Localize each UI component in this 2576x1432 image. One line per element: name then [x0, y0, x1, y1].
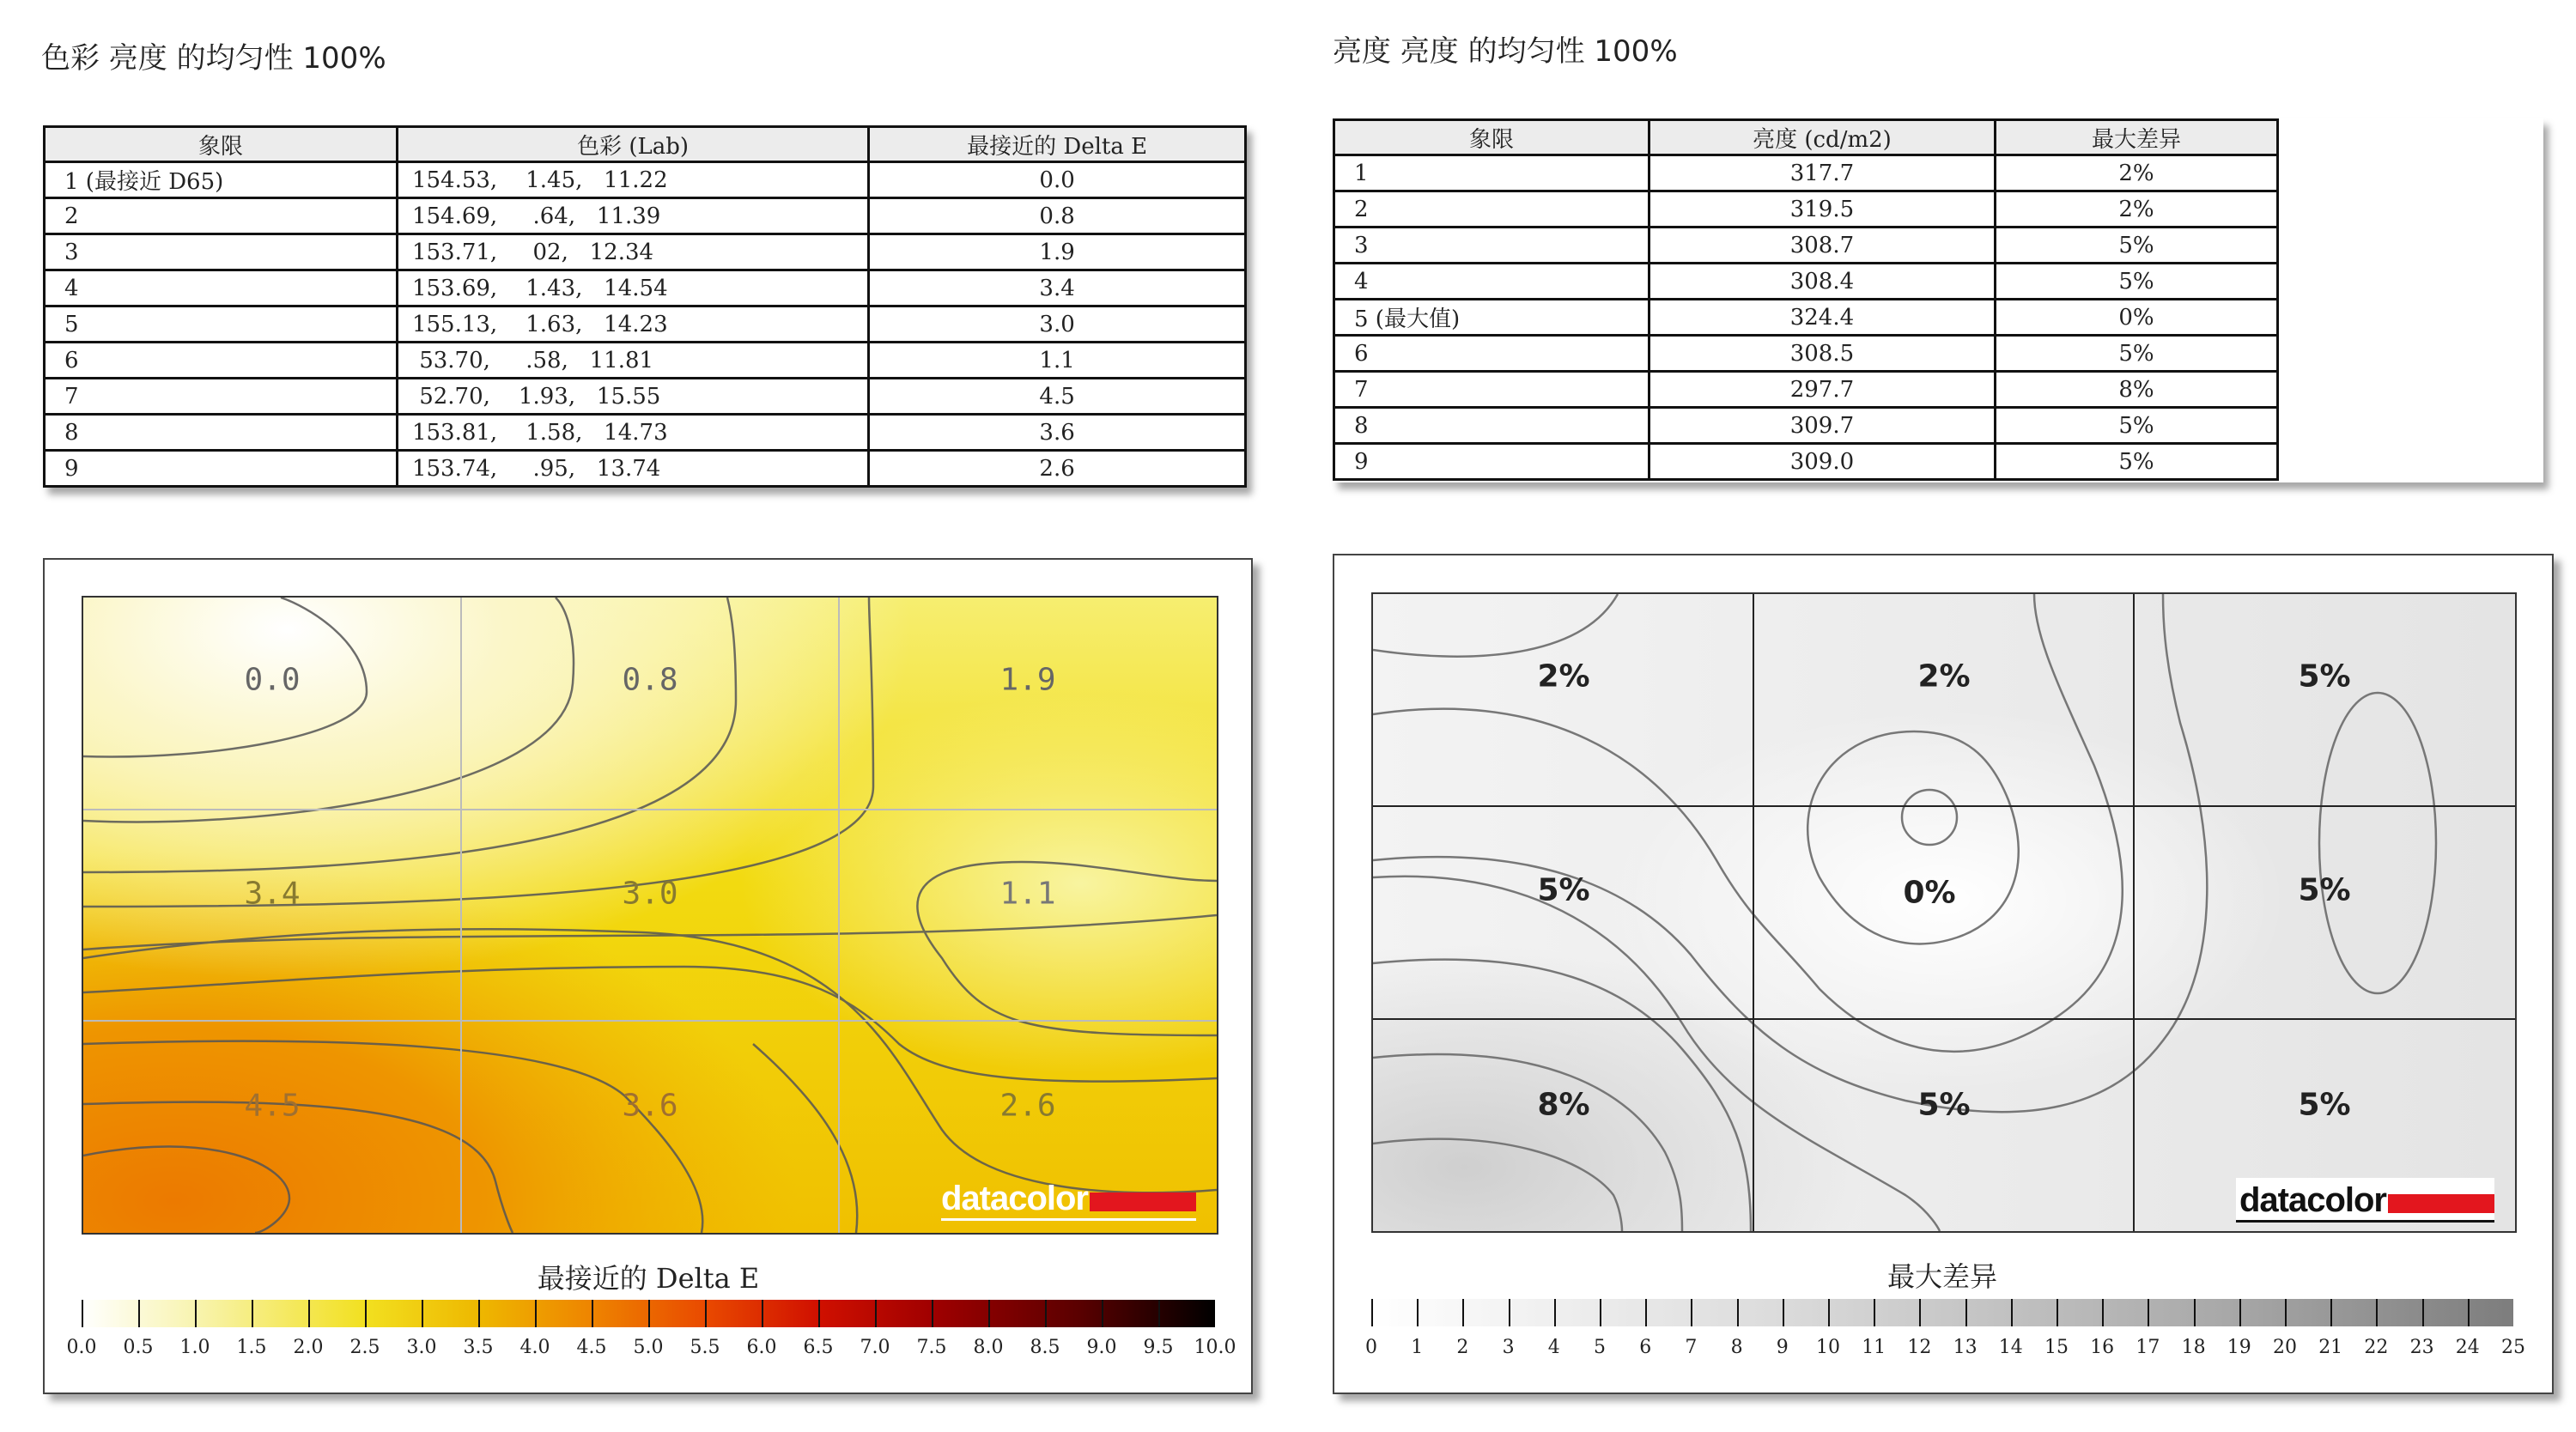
delta-e-chart-card — [43, 558, 1253, 1394]
cell-value-6: 5% — [2298, 872, 2351, 908]
cell-q: 1 (最接近 D65) — [45, 162, 398, 198]
colorbar-segment — [1102, 1300, 1158, 1327]
datacolor-logo — [941, 1180, 1196, 1221]
cell-diff: 8% — [1995, 372, 2277, 408]
cell-diff: 2% — [1995, 155, 2277, 191]
table-row — [1334, 444, 2278, 480]
colorbar-segment — [648, 1300, 705, 1327]
cell-lum: 317.7 — [1649, 155, 1995, 191]
colorbar-segment — [2468, 1299, 2513, 1326]
colorbar-tick-label: 9.5 — [1143, 1337, 1174, 1358]
cell-q: 2 — [45, 198, 398, 234]
table-row — [45, 234, 1246, 270]
cell-value-1: 2% — [1537, 658, 1590, 695]
colorbar-segment — [2376, 1299, 2421, 1326]
delta-e-colorbar — [82, 1300, 1215, 1327]
colorbar-segment — [2194, 1299, 2239, 1326]
cell-q: 5 (最大值) — [1334, 300, 1649, 336]
cell-de: 0.0 — [869, 162, 1246, 198]
cell-diff: 2% — [1995, 191, 2277, 228]
cell-value-3: 1.9 — [999, 662, 1056, 698]
cell-q: 4 — [45, 270, 398, 306]
colorbar-segment — [1045, 1300, 1102, 1327]
colorbar-tick-label: 8.5 — [1030, 1337, 1060, 1358]
colorbar-tick-label: 8 — [1730, 1337, 1743, 1358]
colorbar-segment — [2148, 1299, 2193, 1326]
table-row — [45, 451, 1246, 487]
cell-lum: 309.0 — [1649, 444, 1995, 480]
colorbar-segment — [1158, 1300, 1215, 1327]
table-row — [1334, 264, 2278, 300]
col-header-delta-e: 最接近的 Delta E — [869, 127, 1246, 162]
datacolor-logo — [2236, 1178, 2494, 1223]
colorbar-segment — [1509, 1299, 1554, 1326]
cell-lum: 319.5 — [1649, 191, 1995, 228]
colorbar-segment — [818, 1300, 875, 1327]
colorbar-segment — [138, 1300, 195, 1327]
colorbar-segment — [1965, 1299, 2011, 1326]
cell-value-3: 5% — [2298, 658, 2351, 695]
colorbar-segment — [2422, 1299, 2468, 1326]
colorbar-segment — [705, 1300, 762, 1327]
colorbar-segment — [1371, 1299, 1417, 1326]
delta-e-legend-title: 最接近的 Delta E — [537, 1262, 760, 1295]
cell-diff: 5% — [1995, 444, 2277, 480]
col-header-max-diff: 最大差异 — [1995, 120, 2277, 155]
table-row — [45, 306, 1246, 343]
cell-value-4: 5% — [1537, 872, 1590, 908]
colorbar-segment — [875, 1300, 932, 1327]
colorbar-tick-label: 18 — [2181, 1337, 2206, 1358]
cell-value-8: 5% — [1917, 1087, 1971, 1123]
colorbar-tick-label: 2 — [1456, 1337, 1469, 1358]
cell-lum: 324.4 — [1649, 300, 1995, 336]
colorbar-tick-label: 8.0 — [973, 1337, 1004, 1358]
logo-red-bar — [2388, 1194, 2494, 1213]
colorbar-tick-label: 2.5 — [349, 1337, 380, 1358]
delta-e-colorbar-ticks — [66, 1337, 1236, 1359]
col-header-lab: 色彩 (Lab) — [397, 127, 868, 162]
logo-text: datacolor — [2239, 1181, 2386, 1219]
table-row — [45, 270, 1246, 306]
cell-q: 8 — [1334, 408, 1649, 444]
cell-lab: 52.70, 1.93, 15.55 — [397, 379, 868, 415]
cell-de: 1.9 — [869, 234, 1246, 270]
cell-lab: 153.71, 02, 12.34 — [397, 234, 868, 270]
cell-q: 6 — [45, 343, 398, 379]
colorbar-tick-label: 12 — [1907, 1337, 1932, 1358]
cell-lab: 53.70, .58, 11.81 — [397, 343, 868, 379]
cell-q: 2 — [1334, 191, 1649, 228]
cell-q: 1 — [1334, 155, 1649, 191]
colorbar-segment — [1691, 1299, 1736, 1326]
cell-q: 3 — [45, 234, 398, 270]
colorbar-tick-label: 7.5 — [916, 1337, 947, 1358]
colorbar-segment — [478, 1300, 535, 1327]
colorbar-segment — [535, 1300, 592, 1327]
colorbar-segment — [308, 1300, 365, 1327]
colorbar-tick-label: 0.0 — [66, 1337, 97, 1358]
col-header-quadrant: 象限 — [1334, 120, 1649, 155]
colorbar-tick-label: 3.0 — [406, 1337, 437, 1358]
cell-de: 4.5 — [869, 379, 1246, 415]
cell-lum: 309.7 — [1649, 408, 1995, 444]
colorbar-segment — [1417, 1299, 1462, 1326]
cell-q: 3 — [1334, 228, 1649, 264]
cell-lab: 153.81, 1.58, 14.73 — [397, 415, 868, 451]
colorbar-segment — [1600, 1299, 1645, 1326]
table-row — [45, 379, 1246, 415]
max-diff-legend-title: 最大差异 — [1886, 1260, 1998, 1293]
cell-lab: 153.74, .95, 13.74 — [397, 451, 868, 487]
cell-de: 1.1 — [869, 343, 1246, 379]
colorbar-tick-label: 0.5 — [123, 1337, 154, 1358]
colorbar-tick-label: 0 — [1365, 1337, 1377, 1358]
cell-q: 5 — [45, 306, 398, 343]
colorbar-tick-label: 1 — [1411, 1337, 1424, 1358]
colorbar-tick-label: 10 — [1816, 1337, 1840, 1358]
cell-lum: 308.5 — [1649, 336, 1995, 372]
colorbar-tick-label: 24 — [2455, 1337, 2480, 1358]
cell-value-2: 2% — [1917, 658, 1971, 695]
luminance-uniformity-table — [1333, 118, 2279, 481]
colorbar-segment — [1462, 1299, 1508, 1326]
cell-diff: 5% — [1995, 228, 2277, 264]
max-diff-chart-card — [1333, 554, 2554, 1394]
cell-lab: 154.69, .64, 11.39 — [397, 198, 868, 234]
colorbar-segment — [2057, 1299, 2102, 1326]
colorbar-segment — [2330, 1299, 2376, 1326]
colorbar-segment — [932, 1300, 988, 1327]
colorbar-segment — [2285, 1299, 2330, 1326]
cell-value-4: 3.4 — [244, 876, 301, 912]
table-row — [1334, 372, 2278, 408]
colorbar-tick-label: 6.0 — [746, 1337, 777, 1358]
colorbar-tick-label: 10.0 — [1194, 1337, 1236, 1358]
cell-de: 3.0 — [869, 306, 1246, 343]
cell-de: 0.8 — [869, 198, 1246, 234]
cell-q: 4 — [1334, 264, 1649, 300]
colorbar-tick-label: 3.5 — [463, 1337, 494, 1358]
colorbar-segment — [1874, 1299, 1919, 1326]
colorbar-segment — [1828, 1299, 1874, 1326]
cell-q: 8 — [45, 415, 398, 451]
colorbar-tick-label: 14 — [1998, 1337, 2023, 1358]
colorbar-tick-label: 4.0 — [519, 1337, 550, 1358]
cell-value-9: 2.6 — [999, 1088, 1056, 1124]
colorbar-tick-label: 16 — [2090, 1337, 2115, 1358]
cell-diff: 5% — [1995, 264, 2277, 300]
cell-q: 7 — [45, 379, 398, 415]
colorbar-tick-label: 5 — [1594, 1337, 1606, 1358]
cell-value-5: 0% — [1903, 875, 1956, 911]
cell-q: 9 — [1334, 444, 1649, 480]
colorbar-tick-label: 1.5 — [236, 1337, 267, 1358]
colorbar-tick-label: 9.0 — [1086, 1337, 1117, 1358]
cell-lab: 153.69, 1.43, 14.54 — [397, 270, 868, 306]
colorbar-segment — [1645, 1299, 1691, 1326]
cell-lab: 154.53, 1.45, 11.22 — [397, 162, 868, 198]
cell-value-2: 0.8 — [622, 662, 678, 698]
cell-de: 3.6 — [869, 415, 1246, 451]
table-row — [1334, 336, 2278, 372]
colorbar-segment — [2102, 1299, 2148, 1326]
cell-value-5: 3.0 — [622, 876, 678, 912]
colorbar-tick-label: 3 — [1502, 1337, 1515, 1358]
colorbar-tick-label: 4 — [1547, 1337, 1560, 1358]
cell-value-8: 3.6 — [622, 1088, 678, 1124]
colorbar-tick-label: 13 — [1953, 1337, 1978, 1358]
colorbar-tick-label: 9 — [1776, 1337, 1789, 1358]
colorbar-tick-label: 5.5 — [690, 1337, 720, 1358]
table-row — [45, 343, 1246, 379]
colorbar-segment — [762, 1300, 818, 1327]
colorbar-tick-label: 7.0 — [860, 1337, 890, 1358]
colorbar-tick-label: 20 — [2273, 1337, 2297, 1358]
colorbar-segment — [195, 1300, 252, 1327]
colorbar-tick-label: 4.5 — [576, 1337, 607, 1358]
max-diff-contour-plot — [1371, 592, 2517, 1233]
delta-e-contour-plot — [82, 596, 1218, 1235]
cell-lum: 297.7 — [1649, 372, 1995, 408]
color-uniformity-table — [43, 125, 1247, 488]
color-uniformity-title: 色彩 亮度 的均匀性 100% — [41, 41, 386, 76]
cell-diff: 5% — [1995, 408, 2277, 444]
table-row — [1334, 155, 2278, 191]
colorbar-tick-label: 1.0 — [179, 1337, 210, 1358]
colorbar-tick-label: 17 — [2136, 1337, 2160, 1358]
table-row — [1334, 300, 2278, 336]
table-row — [1334, 228, 2278, 264]
cell-de: 3.4 — [869, 270, 1246, 306]
colorbar-segment — [82, 1300, 138, 1327]
colorbar-segment — [1554, 1299, 1600, 1326]
table-row — [1334, 191, 2278, 228]
cell-value-7: 4.5 — [244, 1088, 301, 1124]
logo-red-bar — [1090, 1192, 1196, 1211]
colorbar-tick-label: 11 — [1862, 1337, 1886, 1358]
colorbar-segment — [1737, 1299, 1783, 1326]
colorbar-segment — [988, 1300, 1045, 1327]
colorbar-segment — [252, 1300, 308, 1327]
max-diff-colorbar — [1371, 1299, 2513, 1326]
logo-text: datacolor — [940, 1180, 1088, 1217]
colorbar-tick-label: 2.0 — [293, 1337, 324, 1358]
colorbar-tick-label: 19 — [2227, 1337, 2251, 1358]
cell-value-6: 1.1 — [999, 876, 1056, 912]
cell-value-9: 5% — [2298, 1087, 2351, 1123]
cell-lum: 308.4 — [1649, 264, 1995, 300]
cell-q: 7 — [1334, 372, 1649, 408]
colorbar-segment — [422, 1300, 478, 1327]
colorbar-tick-label: 22 — [2364, 1337, 2389, 1358]
table-row — [1334, 408, 2278, 444]
colorbar-segment — [365, 1300, 422, 1327]
cell-q: 9 — [45, 451, 398, 487]
cell-de: 2.6 — [869, 451, 1246, 487]
table-row — [45, 162, 1246, 198]
col-header-quadrant: 象限 — [45, 127, 398, 162]
cell-lab: 155.13, 1.63, 14.23 — [397, 306, 868, 343]
colorbar-tick-label: 21 — [2318, 1337, 2343, 1358]
colorbar-segment — [1783, 1299, 1828, 1326]
colorbar-segment — [592, 1300, 648, 1327]
cell-diff: 5% — [1995, 336, 2277, 372]
luminance-uniformity-title: 亮度 亮度 的均匀性 100% — [1333, 34, 1678, 69]
colorbar-tick-label: 15 — [2044, 1337, 2069, 1358]
cell-diff: 0% — [1995, 300, 2277, 336]
colorbar-tick-label: 25 — [2501, 1337, 2525, 1358]
colorbar-tick-label: 7 — [1685, 1337, 1698, 1358]
colorbar-tick-label: 5.0 — [633, 1337, 664, 1358]
table-row — [45, 198, 1246, 234]
table-row — [45, 415, 1246, 451]
colorbar-tick-label: 6 — [1639, 1337, 1652, 1358]
col-header-luminance: 亮度 (cd/m2) — [1649, 120, 1995, 155]
colorbar-segment — [2239, 1299, 2285, 1326]
cell-value-1: 0.0 — [244, 662, 301, 698]
colorbar-tick-label: 6.5 — [803, 1337, 834, 1358]
cell-lum: 308.7 — [1649, 228, 1995, 264]
cell-value-7: 8% — [1537, 1087, 1590, 1123]
colorbar-segment — [2011, 1299, 2057, 1326]
max-diff-colorbar-ticks — [1365, 1337, 2525, 1359]
cell-q: 6 — [1334, 336, 1649, 372]
colorbar-segment — [1919, 1299, 1965, 1326]
colorbar-tick-label: 23 — [2409, 1337, 2434, 1358]
